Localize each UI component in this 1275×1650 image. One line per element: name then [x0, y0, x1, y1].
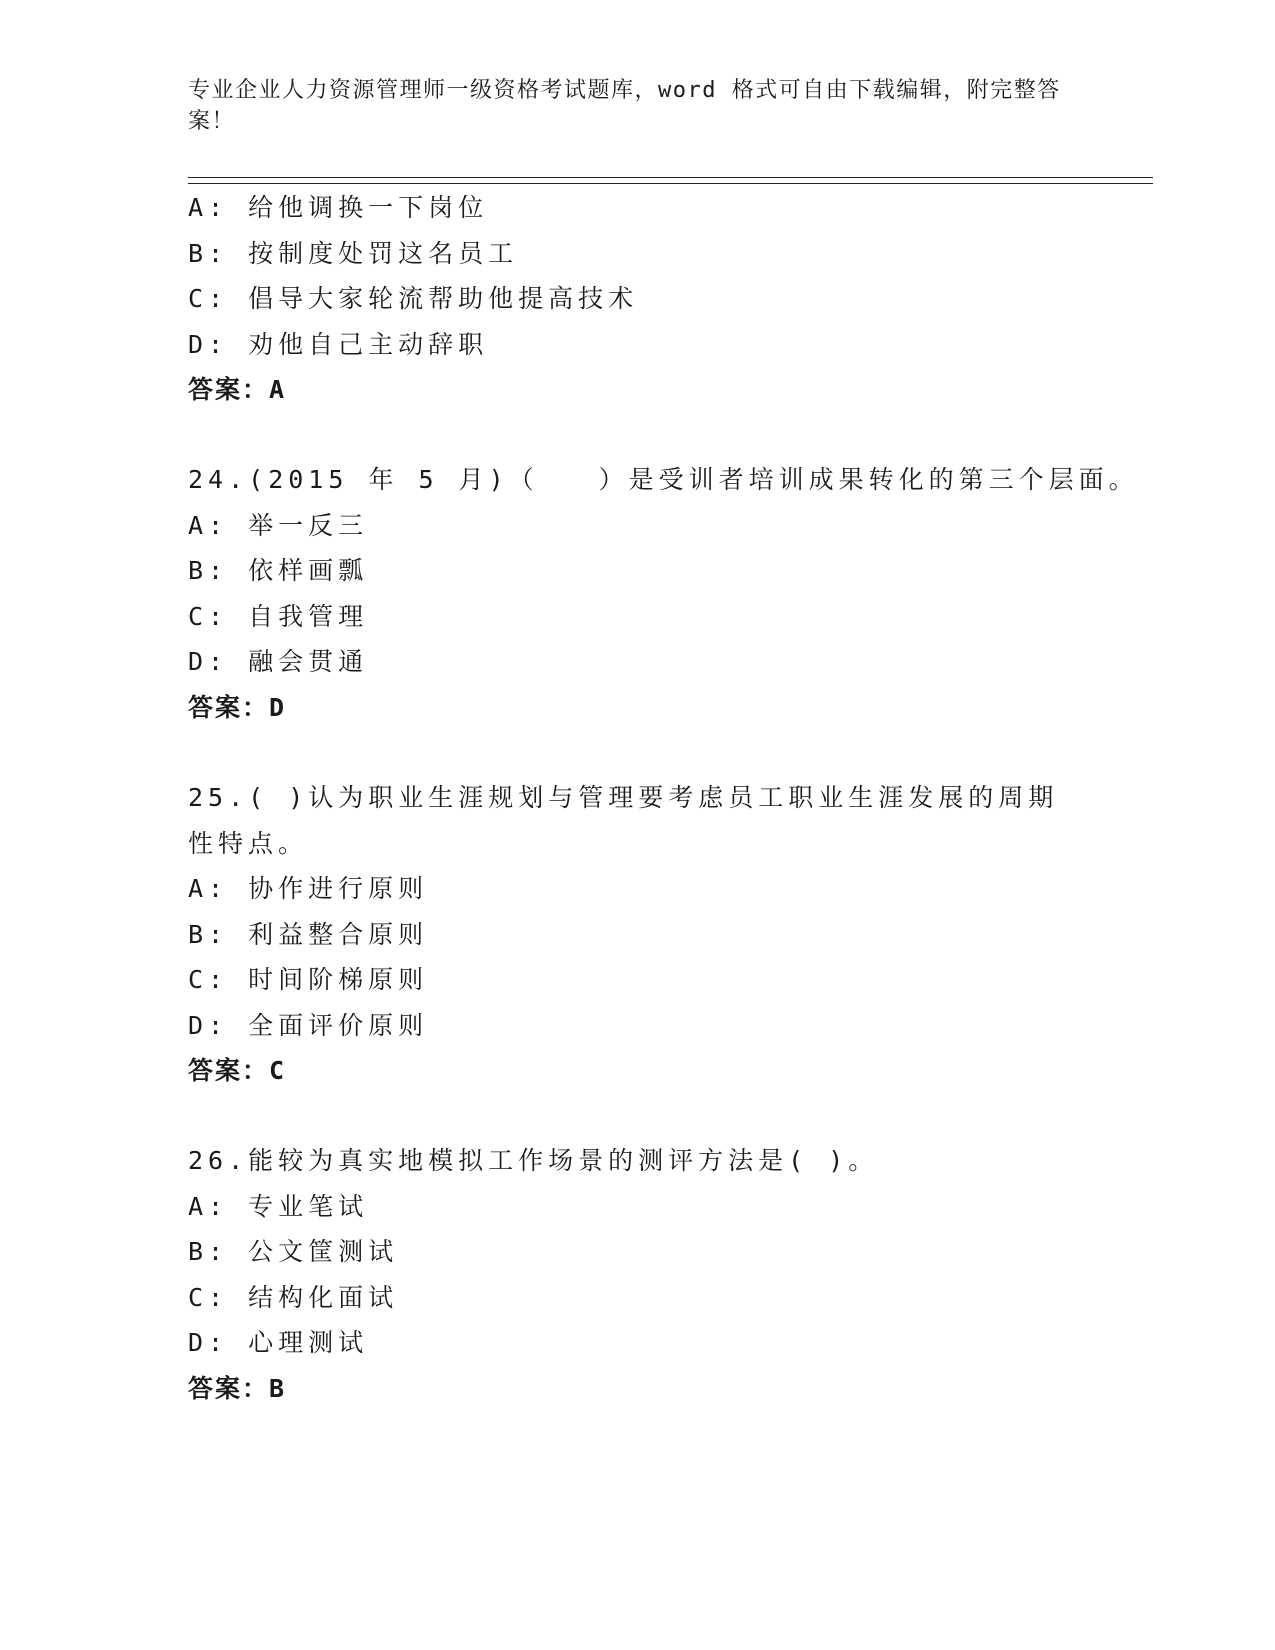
- answer-value: D: [269, 692, 287, 722]
- answer-line: [188, 1366, 1068, 1412]
- option-b: B: 按制度处罚这名员工: [188, 238, 519, 268]
- option-d: D: 融会贯通: [188, 647, 369, 676]
- option-a: A: 专业笔试: [188, 1191, 369, 1221]
- option-b: B: 依样画瓢: [188, 556, 369, 585]
- question-text: 26.能较为真实地模拟工作场景的测评方法是( )。: [188, 1146, 879, 1175]
- answer-line: [188, 1048, 1068, 1094]
- header-divider-bottom: [188, 183, 1153, 184]
- question-24: [188, 457, 1139, 730]
- option-c: C: 时间阶梯原则: [188, 965, 429, 994]
- answer-line: [188, 685, 1068, 731]
- option-b: B: 利益整合原则: [188, 919, 429, 949]
- question-text: 25.( )认为职业生涯规划与管理要考虑员工职业生涯发展的周期性特点。: [188, 783, 1059, 858]
- option-a: A: 给他调换一下岗位: [188, 193, 489, 222]
- document-header: 专业企业人力资源管理师一级资格考试题库，word 格式可自由下载编辑，附完整答案！: [188, 78, 1061, 134]
- answer-value: C: [269, 1056, 287, 1085]
- answer-value: A: [269, 375, 287, 404]
- answer-label: 答案：: [188, 1373, 270, 1403]
- question-23: [188, 185, 1068, 413]
- option-c: C: 自我管理: [188, 601, 369, 631]
- option-c: C: 结构化面试: [188, 1282, 399, 1312]
- answer-value: B: [269, 1373, 287, 1403]
- question-text: 24.(2015 年 5 月)（ ）是受训者培训成果转化的第三个层面。: [188, 465, 1139, 494]
- question-25: [188, 775, 1068, 1094]
- answer-label: 答案：: [188, 375, 270, 404]
- option-d: D: 劝他自己主动辞职: [188, 329, 489, 359]
- header-divider-top: [188, 177, 1153, 178]
- answer-line: [188, 367, 1068, 413]
- question-26: [188, 1138, 1068, 1411]
- option-c: C: 倡导大家轮流帮助他提高技术: [188, 284, 639, 313]
- option-d: D: 心理测试: [188, 1328, 369, 1357]
- option-a: A: 举一反三: [188, 510, 369, 540]
- option-a: A: 协作进行原则: [188, 874, 429, 903]
- option-d: D: 全面评价原则: [188, 1010, 429, 1040]
- answer-label: 答案：: [188, 692, 270, 722]
- answer-label: 答案：: [188, 1056, 270, 1085]
- option-b: B: 公文筐测试: [188, 1237, 399, 1266]
